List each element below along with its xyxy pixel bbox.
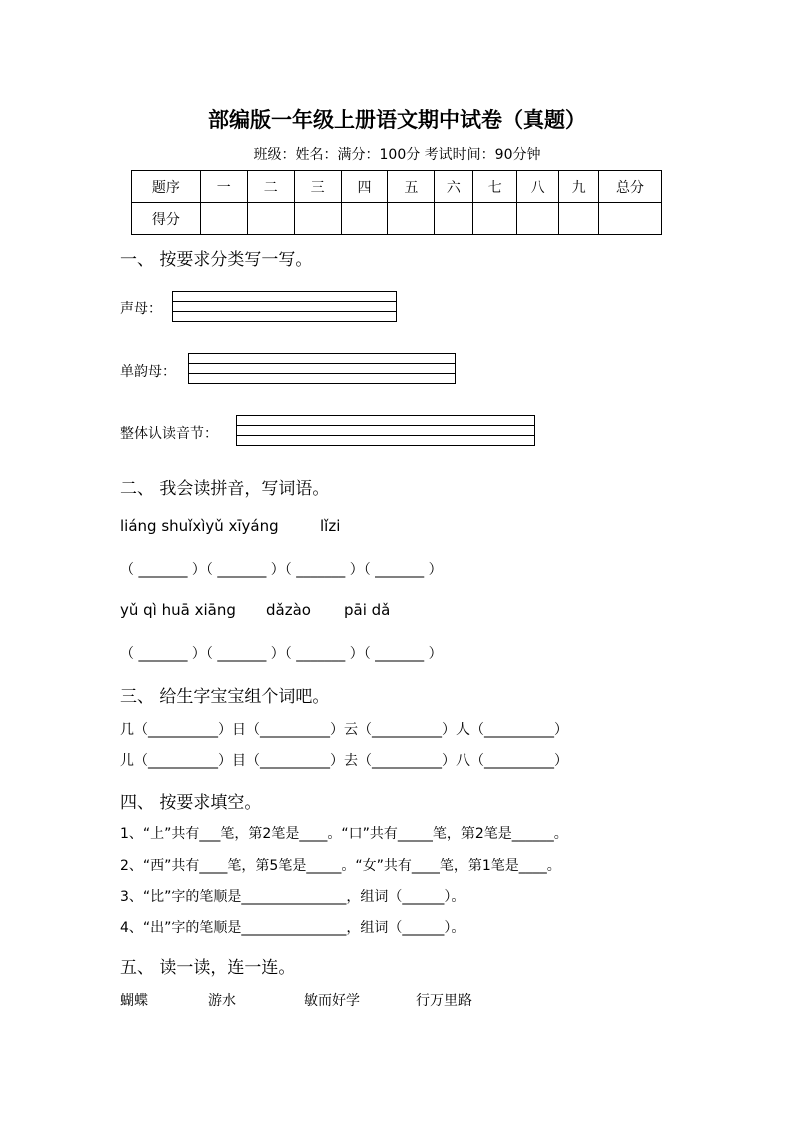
danyunmu-label: 单韵母：	[120, 364, 176, 380]
answer-blanks-row[interactable]: （ _______ ）（ _______ ）（ _______ ）（ _______ ）	[120, 646, 443, 662]
score-table-header-cell: 三	[294, 171, 341, 203]
pinyin-word: lǐzi	[320, 517, 341, 535]
score-table-header-cell: 六	[435, 171, 473, 203]
score-cell[interactable]	[559, 203, 599, 235]
fill-blank-item[interactable]: 3、“比”字的笔顺是_______________，组词（______）。	[120, 889, 466, 905]
fill-blank-item[interactable]: 2、“西”共有____笔，第5笔是_____。“女”共有____笔，第1笔是____。	[120, 858, 561, 874]
score-cell[interactable]	[388, 203, 435, 235]
score-table-header-cell: 总分	[599, 171, 662, 203]
pinyin-word: pāi dǎ	[344, 601, 391, 619]
score-table-score-row	[132, 203, 662, 235]
section-4-heading: 四、 按要求填空。	[120, 793, 262, 813]
match-word[interactable]: 游水	[208, 993, 236, 1009]
exam-info: 班级：姓名：满分：100分 考试时间：90分钟	[253, 147, 541, 163]
section-5-heading: 五、 读一读，连一连。	[120, 958, 296, 978]
score-table-header-cell: 二	[247, 171, 294, 203]
score-table-header-cell: 九	[559, 171, 599, 203]
score-cell[interactable]	[200, 203, 247, 235]
score-cell[interactable]	[599, 203, 662, 235]
score-table-header-cell: 五	[388, 171, 435, 203]
pinyin-word: liáng shuǐxìyǔ xīyáng	[120, 517, 279, 535]
score-cell[interactable]	[341, 203, 388, 235]
score-table-header-row	[132, 171, 662, 203]
match-word[interactable]: 敏而好学	[304, 993, 360, 1009]
section-2-heading: 二、 我会读拼音，写词语。	[120, 479, 330, 499]
zhengti-label: 整体认读音节：	[120, 426, 218, 442]
word-group-row[interactable]: 几（__________）日（__________）云（__________）人（__________）	[120, 722, 568, 738]
score-table-header-cell: 一	[200, 171, 247, 203]
score-cell[interactable]	[473, 203, 517, 235]
zhengti-writing-grid[interactable]	[236, 415, 535, 446]
score-cell[interactable]	[435, 203, 473, 235]
score-cell[interactable]	[247, 203, 294, 235]
shengmu-writing-grid[interactable]	[172, 291, 397, 322]
score-table	[131, 170, 662, 235]
score-table-header-cell: 题序	[132, 171, 201, 203]
answer-blanks-row[interactable]: （ _______ ）（ _______ ）（ _______ ）（ _______ ）	[120, 562, 443, 578]
fill-blank-item[interactable]: 1、“上”共有___笔，第2笔是____。“口”共有_____笔，第2笔是______。	[120, 826, 568, 842]
shengmu-label: 声母：	[120, 301, 162, 317]
score-row-label: 得分	[132, 203, 201, 235]
match-word[interactable]: 蝴蝶	[120, 993, 148, 1009]
score-cell[interactable]	[517, 203, 559, 235]
pinyin-word: dǎzào	[266, 601, 311, 619]
score-table-header-cell: 四	[341, 171, 388, 203]
score-cell[interactable]	[294, 203, 341, 235]
section-1-heading: 一、 按要求分类写一写。	[120, 250, 313, 270]
score-table-header-cell: 八	[517, 171, 559, 203]
danyunmu-writing-grid[interactable]	[188, 353, 456, 384]
section-3-heading: 三、 给生字宝宝组个词吧。	[120, 687, 330, 707]
match-word[interactable]: 行万里路	[416, 993, 472, 1009]
page-title: 部编版一年级上册语文期中试卷（真题）	[208, 107, 586, 132]
word-group-row[interactable]: 儿（__________）目（__________）去（__________）八（__________）	[120, 753, 568, 769]
score-table-header-cell: 七	[473, 171, 517, 203]
fill-blank-item[interactable]: 4、“出”字的笔顺是_______________，组词（______）。	[120, 920, 466, 936]
pinyin-word: yǔ qì huā xiāng	[120, 601, 236, 619]
